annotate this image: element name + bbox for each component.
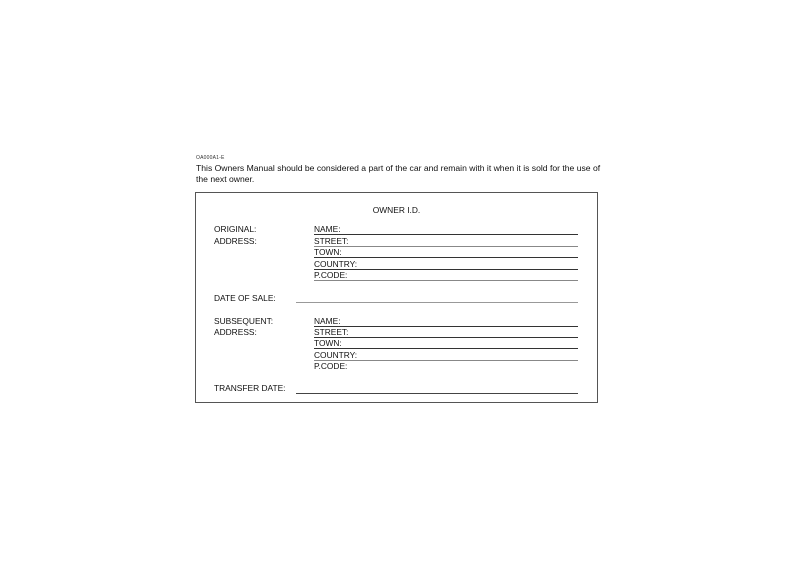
transfer-date-label: TRANSFER DATE: [214,383,286,393]
field-underline [314,280,578,281]
field-label: P.CODE: [314,361,348,371]
original-address-label: ADDRESS: [214,236,257,246]
field-label: NAME: [314,316,341,326]
date-of-sale-label: DATE OF SALE: [214,293,276,303]
field-label: COUNTRY: [314,350,358,360]
original-street-field[interactable] [314,236,578,247]
owner-id-form [195,192,598,403]
subsequent-address-label: ADDRESS: [214,327,257,337]
form-title: OWNER I.D. [372,205,421,215]
subsequent-street-field[interactable] [314,327,578,338]
field-label: P.CODE: [314,270,348,280]
subsequent-postcode-label[interactable] [314,361,578,372]
field-label: NAME: [314,224,341,234]
field-label: TOWN: [314,247,342,257]
subsequent-town-field[interactable] [314,338,578,349]
subsequent-name-field[interactable] [314,316,578,327]
field-label: STREET: [314,327,349,337]
original-label: ORIGINAL: [214,224,257,234]
field-underline [314,348,578,349]
original-town-field[interactable] [314,247,578,258]
date-of-sale-line[interactable] [296,302,578,303]
original-country-field[interactable] [314,259,578,270]
field-underline [314,234,578,235]
field-label: COUNTRY: [314,259,358,269]
document-code: OA000A1-E [196,155,225,161]
subsequent-country-field[interactable] [314,350,578,361]
field-underline [314,257,578,258]
original-name-field[interactable] [314,224,578,235]
subsequent-label: SUBSEQUENT: [214,316,274,326]
intro-paragraph: This Owners Manual should be considered a part of the car and remain with it when it is sold for the use of the next owner. [196,163,601,184]
transfer-date-line[interactable] [296,393,578,394]
field-label: STREET: [314,236,349,246]
original-postcode-field[interactable] [314,270,578,281]
field-label: TOWN: [314,338,342,348]
